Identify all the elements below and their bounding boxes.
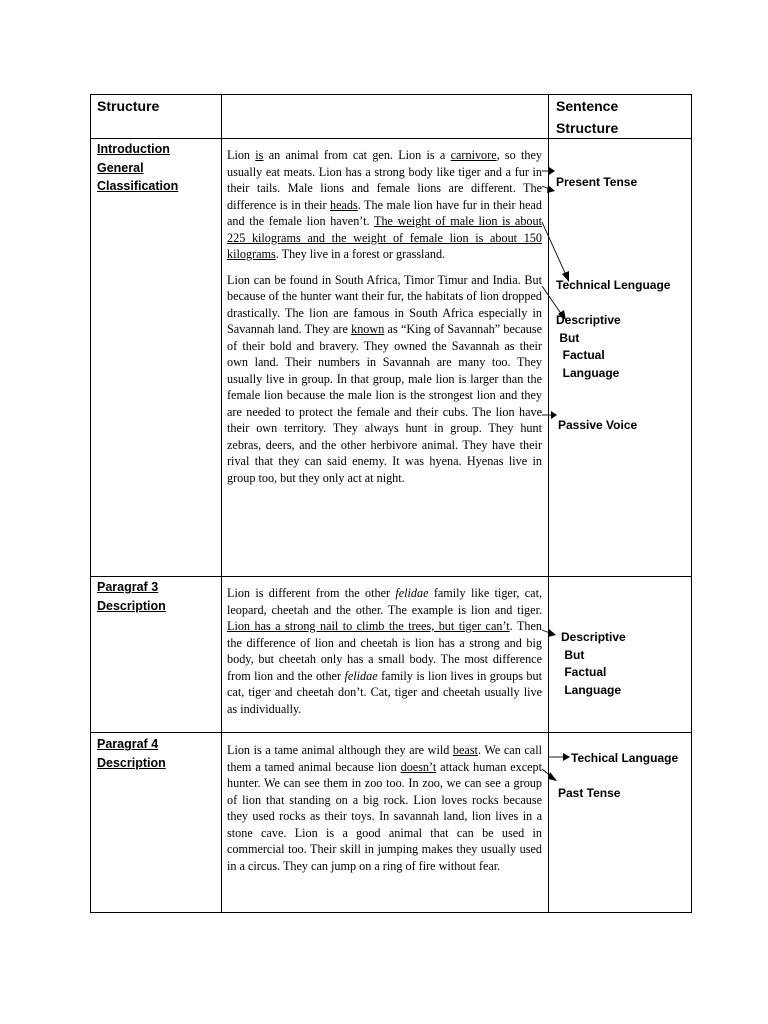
header-structure: Structure (97, 98, 160, 114)
underlined-term: heads (330, 197, 358, 212)
row-label-paragraf-4: Paragraf 4 Description (97, 737, 166, 770)
note-technical-lenguage: Technical Lenguage (556, 278, 671, 292)
note-past-tense: Past Tense (558, 786, 621, 800)
text-run: . We can call them a tamed animal because lion (227, 743, 542, 774)
text-run: an animal from cat gen. Lion is a (263, 148, 451, 162)
underlined-term: doesn’t (400, 759, 437, 774)
underlined-term: is (255, 148, 264, 162)
arrow-head-icon (549, 167, 555, 175)
italic-term: felidae (395, 586, 429, 600)
text-run: Lion is different from the other (227, 586, 396, 600)
underlined-term: carnivore (450, 148, 497, 162)
underlined-term: known (351, 322, 385, 336)
row-label-paragraf-3: Paragraf 3 Description (97, 580, 166, 613)
arrow-head-icon (548, 772, 557, 781)
note-descriptive-factual-1: Descriptive But Factual Language (556, 313, 621, 380)
arrow-head-icon (547, 185, 555, 193)
italic-term: felidae (344, 668, 378, 683)
arrow-head-icon (548, 629, 556, 637)
note-passive-voice: Passive Voice (558, 418, 638, 432)
text-run: , so they usually eat meats. Lion has a strong body like tiger and a fur in their tails. Male lions and female lions are different. The difference is in their (227, 148, 543, 212)
header-sentence-structure: Sentence Structure (556, 98, 619, 136)
text-run: attack human except hunter. We can see them in zoo too. In zoo, we can see a group of lion that standing on a big rock. Lion loves rocks because they used rocks as their toys. In savannah land, lion lives in a stone cave. Lion is a good animal that can be used in commercial too. Their skill in jumping makes they usually used in a circus. They can jump on a ring of fire without fear. (227, 759, 542, 873)
underlined-term: Lion has a strong nail to climb the trees, but tiger can’t (227, 619, 510, 633)
note-present-tense: Present Tense (556, 175, 638, 189)
text-run: as “King of Savannah” because of their bold and bravery. They owned the Savannah as their own land. Their numbers in Savannah are many too. They usually live in group. In that group, male lion is larger than the female lion because the male lion is the strongest lion and they are needed to protect the female and their cubs. The lion have their own territory. They always hunt in group. They hunt zebras, deers, and the other herbivore animal. They have their rival that they can said enemy. It was hyena. Hyenas live in group too, but they only act at night. (227, 322, 542, 485)
note-techical-language: Techical Language (571, 751, 679, 765)
underlined-term: beast (452, 743, 478, 757)
text-run: Lion (227, 148, 256, 162)
arrow-head-icon (551, 411, 557, 419)
text-run: . The male lion have fur in their head and the female lion haven’t. (227, 197, 542, 228)
row-label-introduction: Introduction General Classification (97, 142, 179, 193)
underlined-term: The weight of male lion is about 225 kilograms and the weight of female lion is about 150 kilograms (227, 214, 543, 261)
text-run: family is lion lives in groups but cat, tiger and cheetah don’t. Cat, tiger and cheetah usually live as individually. (227, 668, 542, 716)
text-run: Lion is a tame animal although they are wild (227, 743, 453, 757)
arrow-head-icon (563, 753, 570, 761)
note-descriptive-factual-2: Descriptive But Factual Language (561, 630, 626, 697)
text-run: . They live in a forest or grassland. (275, 247, 446, 261)
text-run: . Then the difference of lion and cheetah is lion has a strong and big body, but cheetah only has a small body. The most difference from lion and the other (227, 619, 542, 683)
text-run: Lion can be found in South Africa, Timor Timur and India. But because of the hunter want their fur, the habitats of lion dropped drastically. The lion are famous in South Africa especially in Savannah land. They are (227, 272, 542, 336)
text-run: family like tiger, cat, leopard, cheetah and the other. The example is lion and tiger. (227, 586, 542, 617)
